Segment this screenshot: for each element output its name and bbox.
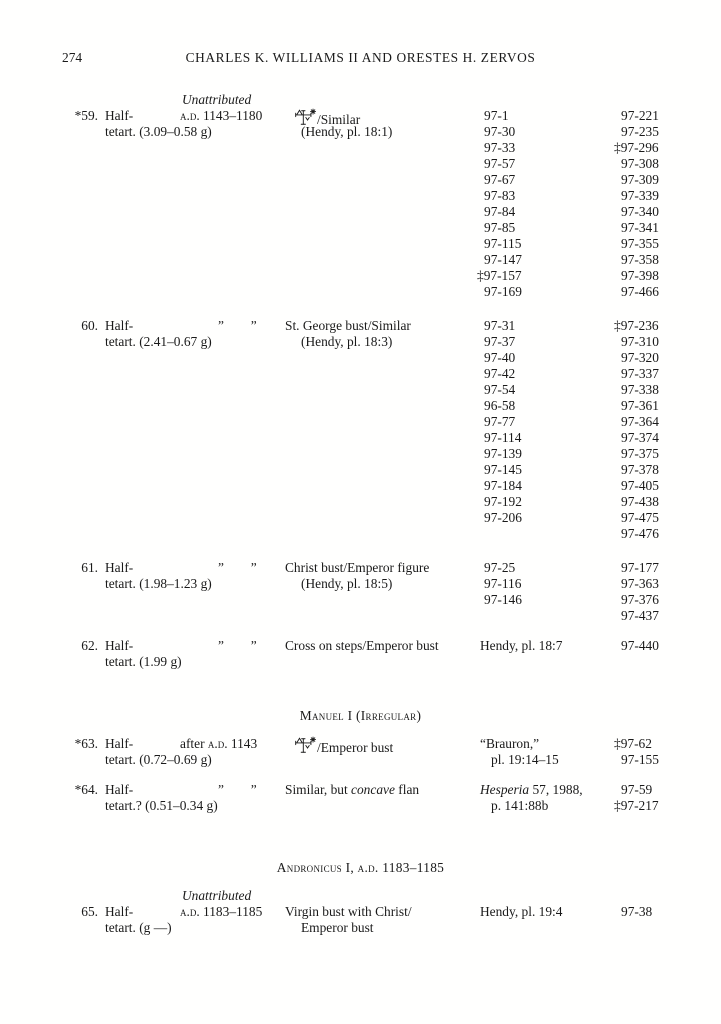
coin-number: 97-139: [484, 446, 522, 461]
catalog-entry-62: [60, 638, 661, 670]
section-heading-andronicus: Andronicus I, a.d. 1183–1185: [276, 860, 445, 875]
coin-number: 97-320: [621, 350, 659, 365]
coin-number: 96-58: [484, 398, 516, 413]
coin-number: 97-340: [621, 204, 659, 219]
description-text: Virgin bust with Christ/: [285, 904, 412, 919]
coin-number: 97-25: [484, 560, 516, 575]
ditto-marks: ” ”: [218, 318, 257, 333]
coin-number: 97-437: [621, 608, 659, 623]
reference-line2: pl. 19:14–15: [491, 752, 559, 767]
date-attribution: [180, 318, 285, 334]
coin-number: 97-184: [484, 478, 522, 493]
reference: (Hendy, pl. 18:3): [301, 334, 393, 349]
coin-description: [285, 318, 480, 350]
coin-description: [285, 108, 480, 140]
description-text: Cross on steps/Emperor bust: [285, 638, 439, 653]
coin-description: [285, 904, 480, 936]
coin-number: 97-221: [621, 108, 659, 123]
date-text: a.d. 1143: [207, 736, 258, 751]
description-text: /Similar: [317, 112, 361, 127]
coin-number: 97-115: [484, 236, 522, 251]
monogram-icon: [294, 736, 316, 755]
coin-number: 97-341: [621, 220, 659, 235]
weight: tetart. (1.98–1.23 g): [105, 576, 212, 591]
catalog-entry-61: [60, 560, 661, 624]
entry-number: 62.: [81, 638, 98, 653]
coin-number: ‡97-217: [614, 798, 659, 813]
description-line2: Emperor bust: [301, 920, 374, 935]
description-text: St. George bust/Similar: [285, 318, 411, 333]
catalog-numbers-col1: [480, 318, 621, 526]
coin-type: [105, 782, 218, 814]
date-attribution: [180, 560, 285, 576]
coin-number: 97-398: [621, 268, 659, 283]
coin-number: 97-355: [621, 236, 659, 251]
weight: tetart. (g —): [105, 920, 172, 935]
coin-type-line: Half-: [105, 560, 134, 575]
coin-number: 97-84: [484, 204, 516, 219]
reference: Hendy, pl. 18:7: [480, 638, 563, 653]
weight: tetart. (3.09–0.58 g): [105, 124, 212, 139]
coin-number: 97-438: [621, 494, 659, 509]
entry-number: 61.: [81, 560, 98, 575]
coin-type: [105, 638, 180, 670]
coin-number: 97-146: [484, 592, 522, 607]
catalog-entry-65: [60, 888, 661, 936]
catalog-numbers-col1: [477, 108, 621, 300]
coin-number: 97-309: [621, 172, 659, 187]
description-italic: concave: [351, 782, 395, 797]
coin-number: 97-67: [484, 172, 516, 187]
coin-number: ‡97-157: [477, 268, 522, 283]
catalog-numbers-col2: [614, 782, 661, 814]
coin-number: 97-206: [484, 510, 522, 525]
catalog-entry-63: [60, 736, 661, 768]
catalog-numbers-col2: [614, 318, 661, 542]
date-attribution: [180, 782, 285, 798]
coin-number: 97-85: [484, 220, 516, 235]
description-text-post: flan: [394, 782, 420, 797]
coin-number: 97-145: [484, 462, 522, 477]
entry-number: *63.: [74, 736, 98, 751]
coin-type: [105, 318, 212, 350]
coin-number: 97-364: [621, 414, 659, 429]
reference-journal: Hesperia: [480, 782, 530, 797]
coin-number: 97-38: [621, 904, 653, 919]
coin-number: ‡97-236: [614, 318, 659, 333]
reference-column: [480, 736, 621, 768]
coin-number: 97-42: [484, 366, 516, 381]
date-attribution: [180, 736, 285, 752]
reference: Hendy, pl. 19:4: [480, 904, 563, 919]
ditto-marks: ” ”: [218, 560, 257, 575]
attribution-note: Unattributed: [182, 92, 252, 107]
coin-number: 97-337: [621, 366, 659, 381]
page-number: 274: [62, 50, 83, 65]
weight: tetart. (2.41–0.67 g): [105, 334, 212, 349]
entry-number: 60.: [81, 318, 98, 333]
description-text: /Emperor bust: [317, 740, 394, 755]
section-heading-manuel-irregular: Manuel I (Irregular): [299, 708, 422, 723]
ditto-marks: ” ”: [218, 638, 257, 653]
catalog-numbers-col2: [621, 904, 661, 920]
coin-number: 97-77: [484, 414, 516, 429]
date-text: a.d. 1183–1185: [180, 904, 263, 919]
catalog-entry-64: [60, 782, 661, 814]
description-text: Christ bust/Emperor figure: [285, 560, 430, 575]
coin-number: 97-310: [621, 334, 659, 349]
coin-number: 97-1: [484, 108, 509, 123]
entry-number: 65.: [81, 904, 98, 919]
coin-type-line: Half-: [105, 318, 134, 333]
coin-type-line: Half-: [105, 904, 134, 919]
reference: (Hendy, pl. 18:5): [301, 576, 393, 591]
coin-number: 97-440: [621, 638, 659, 653]
coin-number: 97-57: [484, 156, 516, 171]
coin-type-line: Half-: [105, 638, 134, 653]
coin-number: 97-83: [484, 188, 516, 203]
coin-number: 97-59: [621, 782, 653, 797]
date-text: a.d. 1143–1180: [180, 108, 263, 123]
ditto-marks: ” ”: [218, 782, 257, 797]
coin-description: [285, 638, 480, 654]
coin-number: 97-235: [621, 124, 659, 139]
reference-column: [480, 638, 621, 654]
coin-number: 97-40: [484, 350, 516, 365]
weight: tetart.? (0.51–0.34 g): [105, 798, 218, 813]
description-text: Similar, but: [285, 782, 352, 797]
catalog-numbers-col2: [621, 560, 661, 624]
coin-number: ‡97-62: [614, 736, 652, 751]
coin-type-line: Half-: [105, 782, 134, 797]
coin-number: 97-358: [621, 252, 659, 267]
running-head-title: CHARLES K. WILLIAMS II AND ORESTES H. ZERVOS: [185, 50, 536, 65]
coin-number: 97-476: [621, 526, 659, 541]
weight: tetart. (0.72–0.69 g): [105, 752, 212, 767]
reference: (Hendy, pl. 18:1): [301, 124, 393, 139]
coin-number: 97-177: [621, 560, 659, 575]
coin-number: 97-33: [484, 140, 516, 155]
coin-type: [105, 904, 180, 936]
coin-number: 97-338: [621, 382, 659, 397]
coin-number: 97-376: [621, 592, 659, 607]
coin-number: 97-30: [484, 124, 516, 139]
catalog-numbers-col2: [614, 108, 661, 300]
catalog-entry-59: [60, 92, 661, 300]
coin-number: 97-361: [621, 398, 659, 413]
reference-column: [480, 782, 621, 814]
coin-number: 97-475: [621, 510, 659, 525]
coin-number: 97-466: [621, 284, 659, 299]
coin-description: [285, 736, 480, 755]
coin-description: [285, 560, 480, 592]
coin-number: 97-405: [621, 478, 659, 493]
entry-number: *59.: [74, 108, 98, 123]
coin-number: 97-155: [621, 752, 659, 767]
running-header: [0, 50, 721, 66]
date-attribution: [180, 108, 285, 124]
coin-number: 97-308: [621, 156, 659, 171]
coin-number: 97-339: [621, 188, 659, 203]
coin-number: 97-37: [484, 334, 516, 349]
coin-number: 97-114: [484, 430, 522, 445]
entry-number: *64.: [74, 782, 98, 797]
coin-type-line: Half-: [105, 108, 134, 123]
attribution-note: Unattributed: [182, 888, 252, 903]
coin-number: 97-378: [621, 462, 659, 477]
coin-number: ‡97-296: [614, 140, 659, 155]
coin-number: 97-54: [484, 382, 516, 397]
catalog-numbers-col2: [621, 638, 661, 654]
coin-type-line: Half-: [105, 736, 134, 751]
coin-number: 97-169: [484, 284, 522, 299]
catalog-content: [0, 92, 721, 936]
date-attribution: [180, 638, 285, 654]
coin-description: [285, 782, 480, 798]
weight: tetart. (1.99 g): [105, 654, 182, 669]
coin-number: 97-31: [484, 318, 516, 333]
coin-number: 97-375: [621, 446, 659, 461]
coin-type: [105, 560, 212, 592]
reference: 57, 1988,: [529, 782, 583, 797]
coin-number: 97-116: [484, 576, 522, 591]
coin-number: 97-192: [484, 494, 522, 509]
date-attribution: [180, 904, 285, 920]
coin-type: [105, 108, 212, 140]
catalog-numbers-col1: [480, 560, 621, 608]
catalog-entry-60: [60, 318, 661, 542]
date-prefix: after: [180, 736, 208, 751]
coin-number: 97-363: [621, 576, 659, 591]
coin-number: 97-374: [621, 430, 659, 445]
catalog-numbers-col2: [614, 736, 661, 768]
reference-line2: p. 141:88b: [491, 798, 549, 813]
reference-column: [480, 904, 621, 920]
reference: “Brauron,”: [480, 736, 540, 751]
coin-number: 97-147: [484, 252, 522, 267]
